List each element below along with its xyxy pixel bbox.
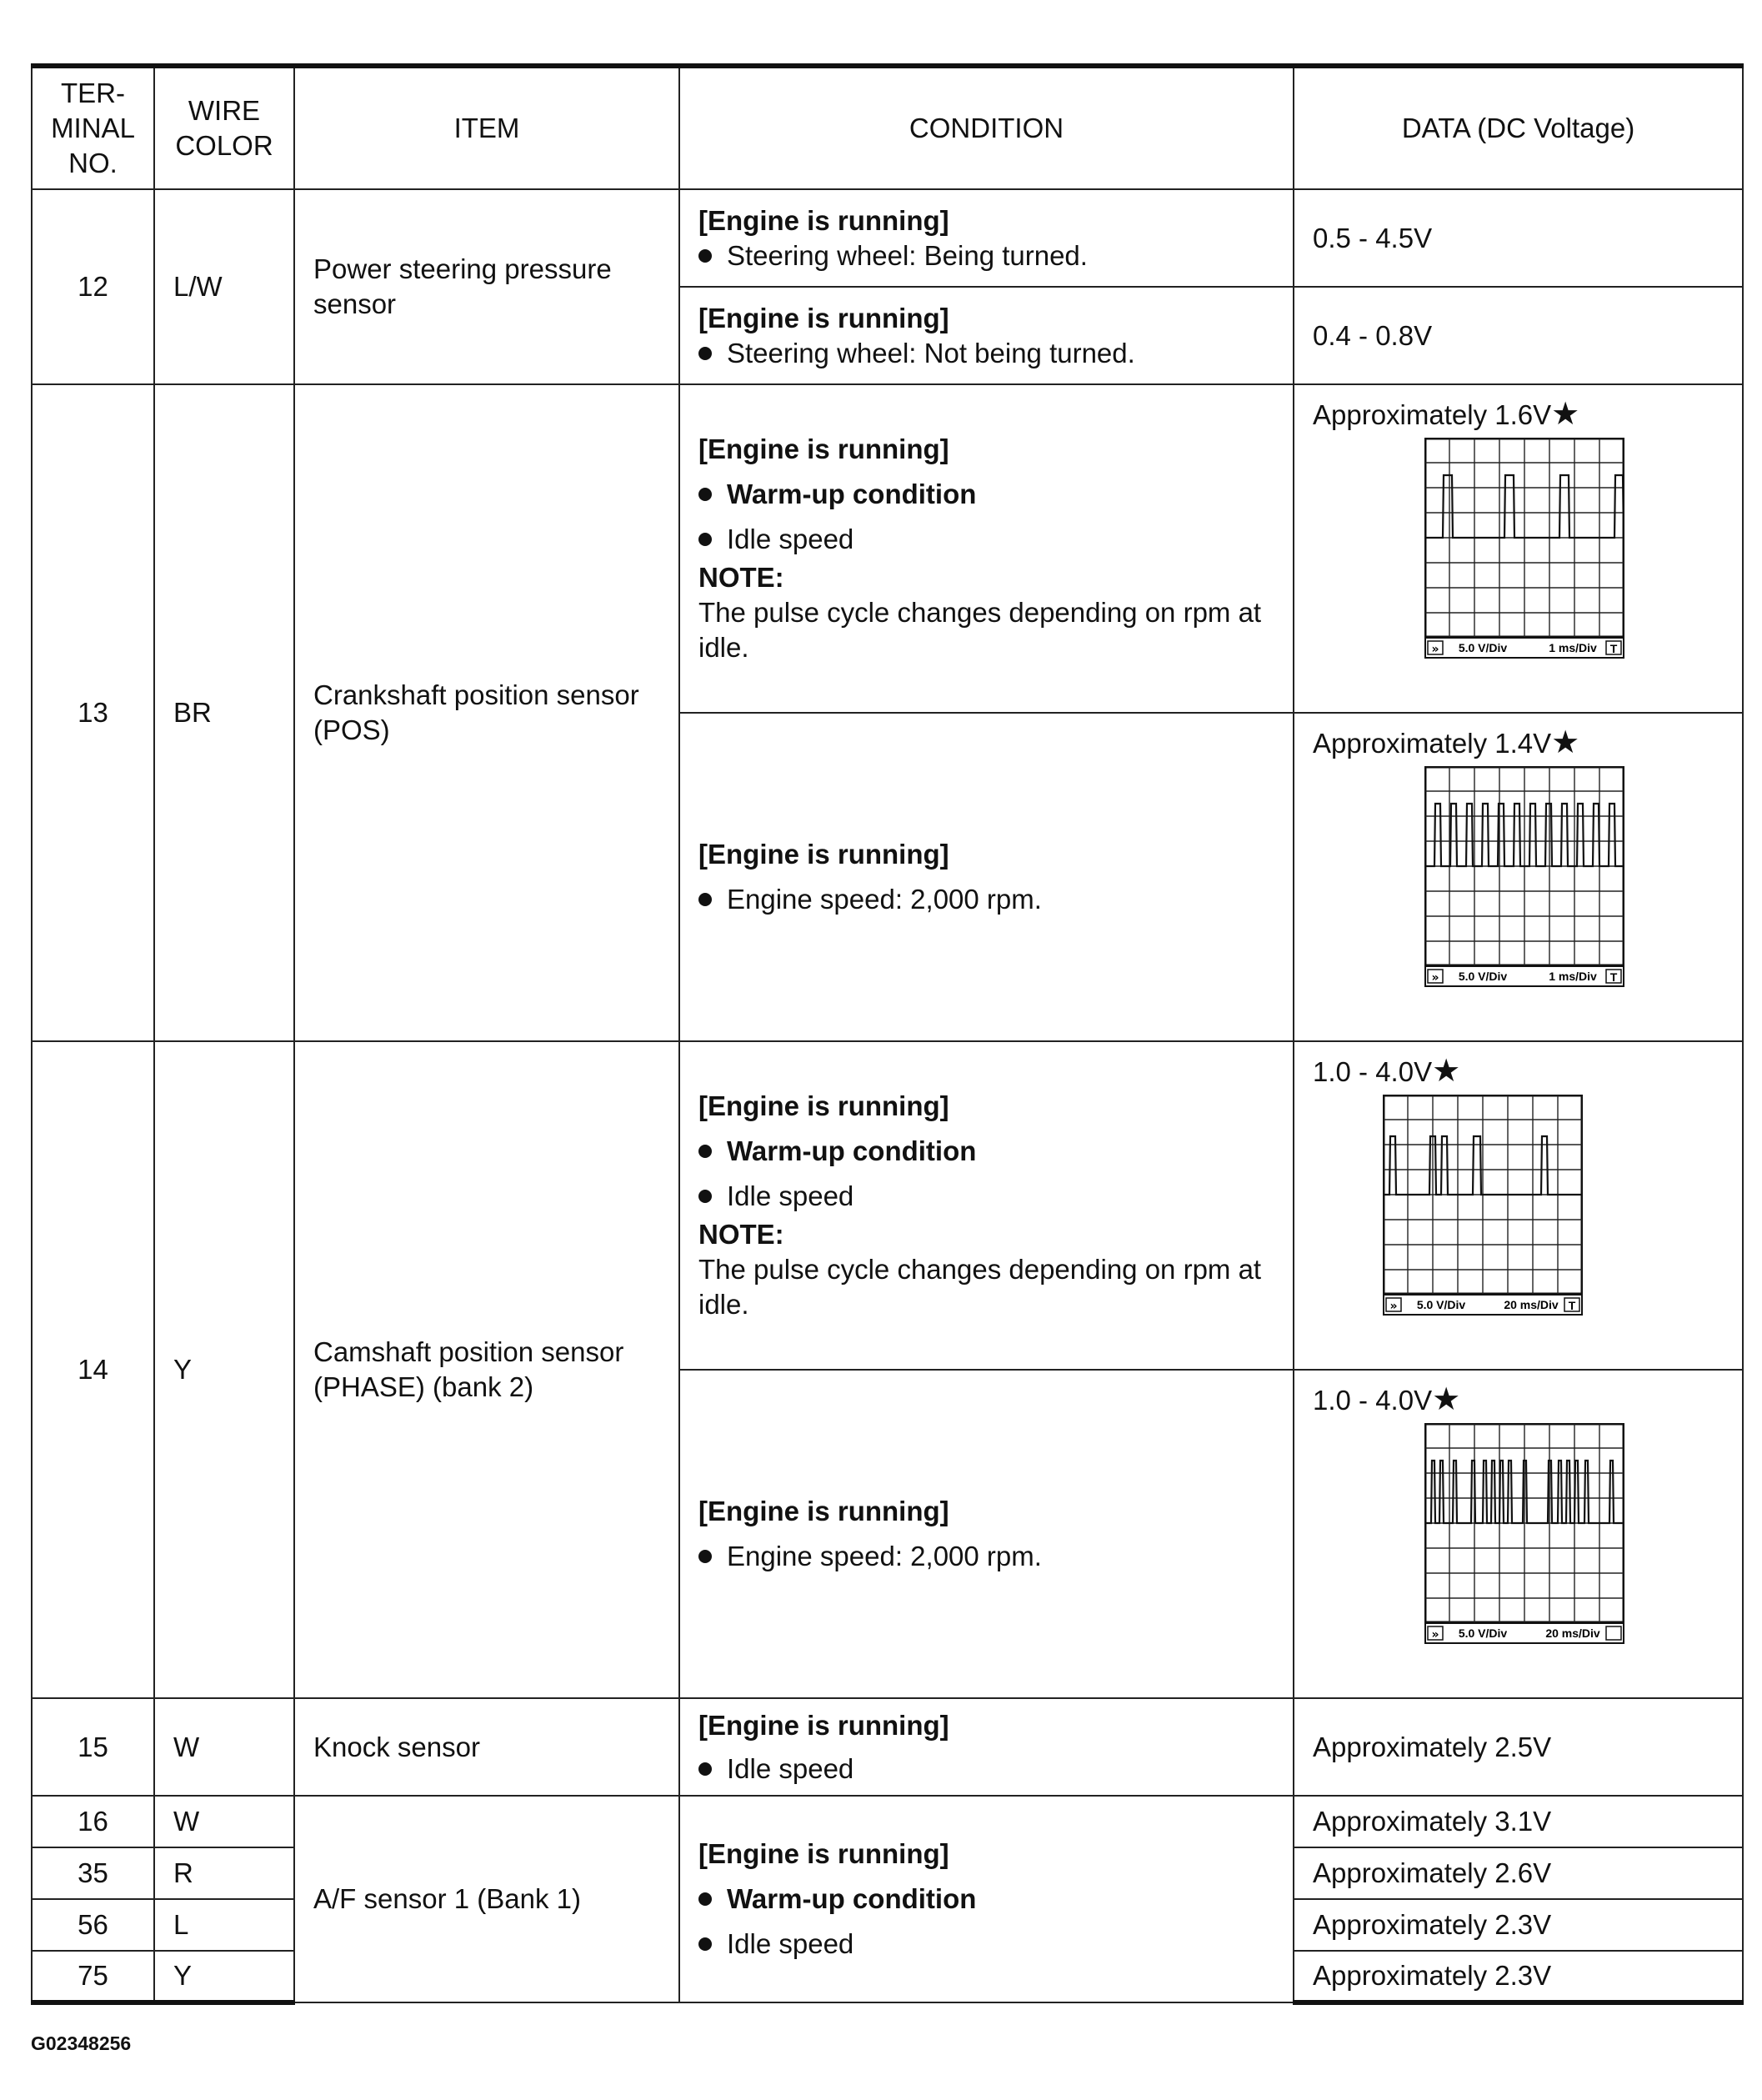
scope-arrow-icon: » <box>1431 971 1439 985</box>
data-cell <box>1294 287 1743 384</box>
item-name: Crankshaft position sensor (POS) <box>294 384 679 1041</box>
bullet-icon <box>698 1550 712 1563</box>
oscilloscope-waveform <box>1383 1095 1724 1316</box>
voltage-value: Approximately 2.5V <box>1313 1731 1552 1762</box>
condition-heading: [Engine is running] <box>698 1090 949 1121</box>
condition-cell <box>679 713 1294 1041</box>
scope-volts-per-div: 5.0 V/Div <box>1416 1298 1466 1311</box>
condition-bullet: Steering wheel: Being turned. <box>698 238 1274 273</box>
scope-volts-per-div: 5.0 V/Div <box>1458 1626 1508 1640</box>
scope-arrow-icon: » <box>1431 1628 1439 1641</box>
condition-bullet: Idle speed <box>698 1179 1274 1214</box>
condition-cell <box>679 189 1294 287</box>
condition-cell <box>679 1370 1294 1698</box>
note-heading: NOTE: <box>698 1219 784 1250</box>
condition-bullet: Steering wheel: Not being turned. <box>698 336 1274 371</box>
voltage-value: 0.4 - 0.8V <box>1313 319 1433 351</box>
data-cell <box>1294 713 1743 1041</box>
bullet-icon <box>698 893 712 906</box>
scope-trigger-marker: T <box>1568 1299 1576 1312</box>
oscilloscope-waveform <box>1424 1423 1724 1644</box>
waveform-crank-idle <box>1424 438 1624 659</box>
terminal-no: 12 <box>32 189 154 384</box>
condition-bullet: Warm-up condition <box>698 477 1274 512</box>
table-row <box>32 189 1743 287</box>
scope-arrow-icon: » <box>1431 643 1439 656</box>
scope-time-per-div: 1 ms/Div <box>1549 641 1597 654</box>
scope-volts-per-div: 5.0 V/Div <box>1458 970 1508 983</box>
wire-color: R <box>154 1847 294 1899</box>
condition-bullet: Idle speed <box>698 1752 1274 1787</box>
data-cell <box>1294 1899 1743 1951</box>
terminal-no: 16 <box>32 1796 154 1847</box>
data-cell <box>1294 1951 1743 2002</box>
scope-volts-per-div: 5.0 V/Div <box>1458 641 1508 654</box>
star-icon: ★ <box>1432 1382 1461 1417</box>
condition-cell <box>679 287 1294 384</box>
oscilloscope-waveform <box>1424 766 1724 987</box>
table-row <box>32 1041 1743 1370</box>
condition-bullet: Idle speed <box>698 1927 1274 1962</box>
data-cell <box>1294 1698 1743 1796</box>
condition-heading: [Engine is running] <box>698 302 949 333</box>
voltage-value: Approximately 2.3V <box>1313 1909 1552 1940</box>
table-row <box>32 1796 1743 1847</box>
condition-bullet: Warm-up condition <box>698 1134 1274 1169</box>
item-name: Power steering pressure sensor <box>294 189 679 384</box>
bullet-icon <box>698 249 712 263</box>
scope-time-per-div: 20 ms/Div <box>1545 1626 1600 1640</box>
condition-bullet: Engine speed: 2,000 rpm. <box>698 1539 1274 1574</box>
table-row <box>32 384 1743 713</box>
item-name: Camshaft position sensor (PHASE) (bank 2) <box>294 1041 679 1698</box>
condition-heading: [Engine is running] <box>698 839 949 870</box>
note-text: The pulse cycle changes depending on rpm at idle. <box>698 597 1262 663</box>
data-cell <box>1294 1041 1743 1370</box>
terminal-no: 35 <box>32 1847 154 1899</box>
voltage-value: 0.5 - 4.5V <box>1313 222 1433 253</box>
scope-time-per-div: 1 ms/Div <box>1549 970 1597 983</box>
wire-color: W <box>154 1698 294 1796</box>
wire-color: L <box>154 1899 294 1951</box>
header-wire-color: WIRE COLOR <box>154 66 294 189</box>
condition-heading: [Engine is running] <box>698 434 949 464</box>
scope-trigger-marker: T <box>1609 642 1618 655</box>
waveform-crank-2000 <box>1424 766 1624 987</box>
voltage-value: Approximately 2.6V <box>1313 1857 1552 1888</box>
note-heading: NOTE: <box>698 562 784 593</box>
condition-heading: [Engine is running] <box>698 1709 949 1741</box>
item-name: Knock sensor <box>294 1698 679 1796</box>
wire-color: L/W <box>154 189 294 384</box>
terminal-no: 56 <box>32 1899 154 1951</box>
figure-code: G02348256 <box>31 2032 132 2054</box>
data-cell <box>1294 189 1743 287</box>
condition-cell <box>679 1796 1294 2002</box>
terminal-no: 75 <box>32 1951 154 2002</box>
header-condition: CONDITION <box>679 66 1294 189</box>
waveform-cam-2000 <box>1424 1423 1624 1644</box>
bullet-icon <box>698 533 712 546</box>
terminal-no: 15 <box>32 1698 154 1796</box>
bullet-icon <box>698 1190 712 1203</box>
data-cell <box>1294 384 1743 713</box>
voltage-value: 1.0 - 4.0V★ <box>1313 1054 1461 1089</box>
wire-color: W <box>154 1796 294 1847</box>
voltage-value: Approximately 3.1V <box>1313 1806 1552 1837</box>
condition-bullet: Engine speed: 2,000 rpm. <box>698 882 1274 917</box>
oscilloscope-waveform <box>1424 438 1724 659</box>
header-item: ITEM <box>294 66 679 189</box>
waveform-cam-idle <box>1383 1095 1583 1316</box>
voltage-value: Approximately 2.3V <box>1313 1960 1552 1991</box>
bullet-icon <box>698 488 712 501</box>
voltage-value: Approximately 1.4V★ <box>1313 725 1580 760</box>
terminal-no: 14 <box>32 1041 154 1698</box>
condition-cell <box>679 1698 1294 1796</box>
table-row <box>32 1698 1743 1796</box>
note-text: The pulse cycle changes depending on rpm at idle. <box>698 1254 1262 1320</box>
condition-cell <box>679 384 1294 713</box>
condition-heading: [Engine is running] <box>698 1496 949 1526</box>
condition-cell <box>679 1041 1294 1370</box>
data-cell <box>1294 1847 1743 1899</box>
voltage-value: 1.0 - 4.0V★ <box>1313 1382 1461 1417</box>
header-terminal: TER- MINAL NO. <box>32 66 154 189</box>
star-icon: ★ <box>1551 725 1580 760</box>
header-row <box>32 66 1743 189</box>
terminal-data-table <box>31 63 1744 2005</box>
wire-color: Y <box>154 1951 294 2002</box>
condition-heading: [Engine is running] <box>698 204 949 236</box>
terminal-no: 13 <box>32 384 154 1041</box>
scope-trigger-box <box>1606 1626 1621 1640</box>
condition-heading: [Engine is running] <box>698 1838 949 1869</box>
scope-time-per-div: 20 ms/Div <box>1504 1298 1559 1311</box>
item-name: A/F sensor 1 (Bank 1) <box>294 1796 679 2002</box>
bullet-icon <box>698 1937 712 1951</box>
data-cell <box>1294 1370 1743 1698</box>
wire-color: Y <box>154 1041 294 1698</box>
scope-arrow-icon: » <box>1389 1300 1398 1313</box>
header-data: DATA (DC Voltage) <box>1294 66 1743 189</box>
scope-trigger-marker: T <box>1609 970 1618 984</box>
data-cell <box>1294 1796 1743 1847</box>
star-icon: ★ <box>1551 397 1580 432</box>
bullet-icon <box>698 1762 712 1776</box>
bullet-icon <box>698 1892 712 1906</box>
star-icon: ★ <box>1432 1054 1461 1089</box>
bullet-icon <box>698 347 712 360</box>
wire-color: BR <box>154 384 294 1041</box>
condition-bullet: Warm-up condition <box>698 1882 1274 1917</box>
bullet-icon <box>698 1145 712 1158</box>
condition-bullet: Idle speed <box>698 522 1274 557</box>
voltage-value: Approximately 1.6V★ <box>1313 397 1580 432</box>
